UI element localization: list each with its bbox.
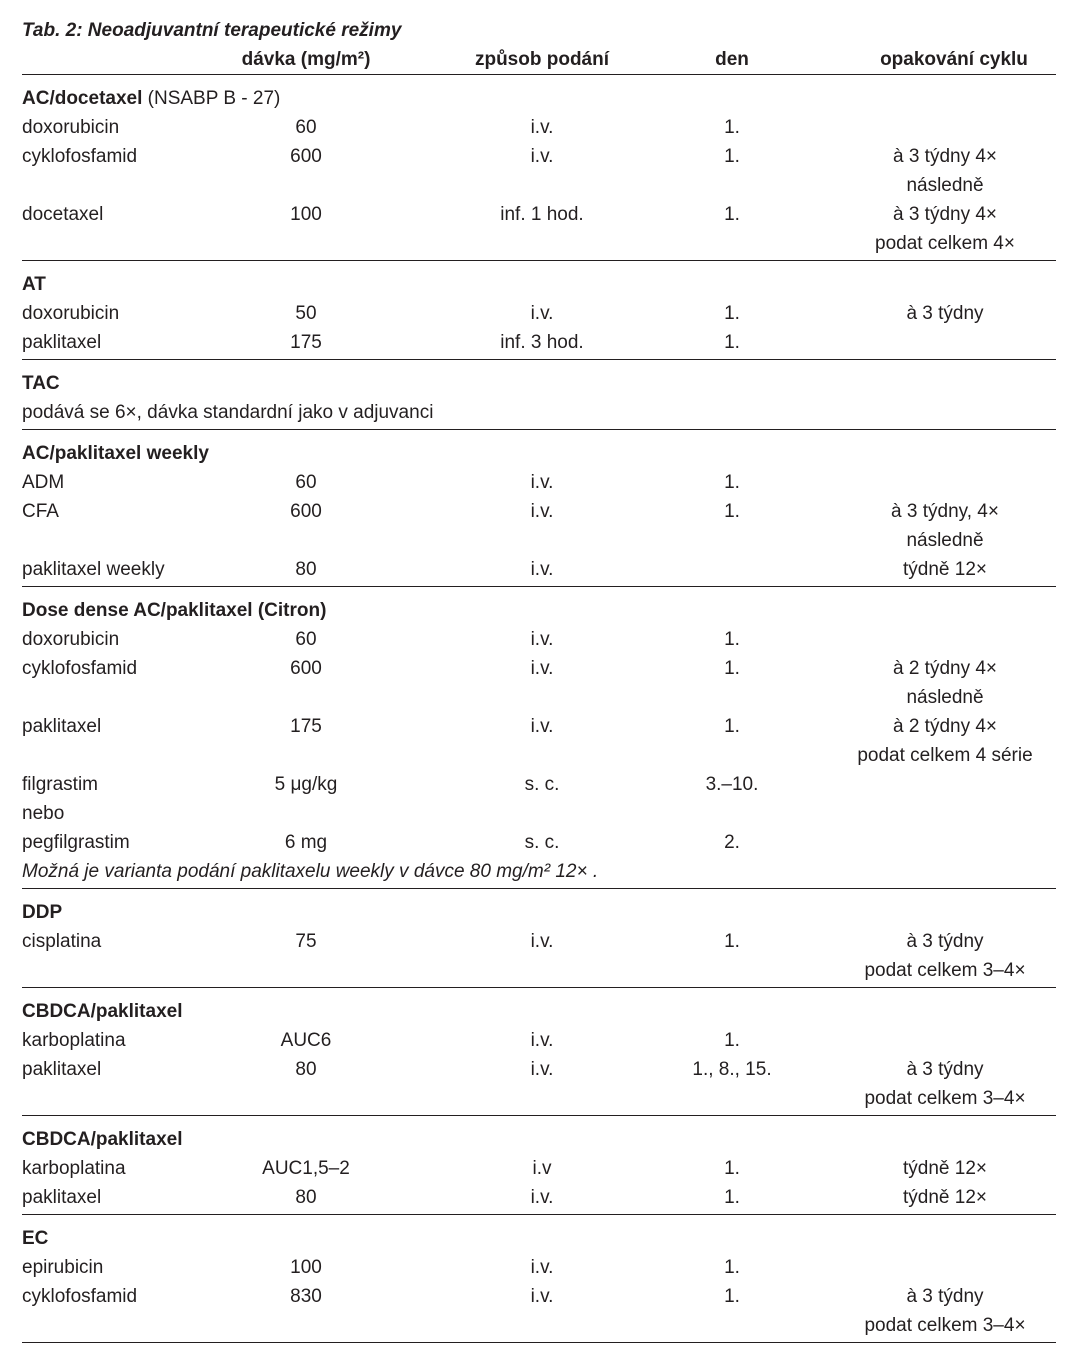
route-cell: i.v. — [530, 1286, 554, 1307]
repeat-cell: týdně 12× — [903, 1187, 987, 1208]
section-title-text: DDP — [22, 902, 63, 923]
table-row — [22, 1183, 1056, 1212]
dose-cell: 50 — [295, 303, 317, 324]
day-cell: 2. — [724, 832, 740, 853]
repeat-cell: à 2 týdny 4× — [892, 716, 998, 737]
dose-cell: 830 — [290, 1286, 322, 1307]
day-cell: 1. — [724, 716, 740, 737]
day-cell: 1. — [724, 931, 740, 952]
table-row — [22, 328, 1056, 357]
repeat-cell: podat celkem 3–4× — [864, 960, 1026, 981]
section-title — [22, 1125, 183, 1154]
section-rule — [22, 429, 1056, 430]
repeat-cell: následně — [906, 687, 984, 708]
day-cell: 1. — [724, 1158, 740, 1179]
route-cell: s. c. — [524, 832, 560, 853]
day-cell: 1. — [724, 1187, 740, 1208]
repeat-cell: podat celkem 4 série — [857, 745, 1033, 766]
section-title-text: CBDCA/paklitaxel — [22, 1001, 183, 1022]
section-title-row — [22, 997, 1056, 1026]
drug-cell: doxorubicin — [22, 117, 120, 138]
dose-cell: AUC6 — [280, 1030, 332, 1051]
drug-cell: nebo — [22, 803, 65, 824]
route-cell: i.v — [532, 1158, 552, 1179]
repeat-cell: à 3 týdny — [906, 931, 984, 952]
table-row — [22, 654, 1056, 683]
table-row — [22, 1311, 1056, 1340]
section-title-row — [22, 369, 1056, 398]
section-title-text: AC/docetaxel — [22, 88, 143, 109]
header-day: den — [715, 49, 749, 70]
table-row — [22, 1055, 1056, 1084]
table-row — [22, 497, 1056, 526]
section-title-row — [22, 270, 1056, 299]
drug-cell: epirubicin — [22, 1257, 104, 1278]
table-row — [22, 1253, 1056, 1282]
drug-cell: doxorubicin — [22, 303, 120, 324]
repeat-cell: à 3 týdny — [906, 303, 984, 324]
section-title-text: EC — [22, 1228, 49, 1249]
drug-cell: cyklofosfamid — [22, 1286, 138, 1307]
table-caption: Tab. 2: Neoadjuvantní terapeutické režimy — [22, 20, 402, 41]
day-cell: 1. — [724, 117, 740, 138]
section-title-text: AT — [22, 274, 46, 295]
day-cell: 1. — [724, 1030, 740, 1051]
section-title — [22, 1224, 48, 1253]
dose-cell: 175 — [290, 716, 322, 737]
dose-cell: 175 — [290, 332, 322, 353]
drug-cell: paklitaxel weekly — [22, 559, 165, 580]
route-cell: i.v. — [530, 1187, 554, 1208]
repeat-cell: à 2 týdny 4× — [892, 658, 998, 679]
dose-cell: 5 μg/kg — [274, 774, 338, 795]
drug-cell: paklitaxel — [22, 332, 102, 353]
section-title-row — [22, 84, 1056, 113]
table-row — [22, 1026, 1056, 1055]
day-cell: 1. — [724, 501, 740, 522]
drug-cell: karboplatina — [22, 1158, 126, 1179]
section-rule — [22, 888, 1056, 889]
table-row — [22, 468, 1056, 497]
section-title-row — [22, 898, 1056, 927]
table-row — [22, 171, 1056, 200]
table-row — [22, 142, 1056, 171]
drug-cell: cyklofosfamid — [22, 658, 138, 679]
repeat-cell: následně — [906, 175, 984, 196]
section-title-row — [22, 1224, 1056, 1253]
dose-cell: AUC1,5–2 — [262, 1158, 350, 1179]
day-cell: 1. — [724, 204, 740, 225]
dose-cell: 600 — [290, 146, 322, 167]
section-title — [22, 369, 60, 398]
drug-cell: paklitaxel — [22, 1187, 102, 1208]
route-cell: i.v. — [530, 501, 554, 522]
section-title-text: CBDCA/paklitaxel — [22, 1129, 183, 1150]
dose-cell: 75 — [295, 931, 317, 952]
table-row — [22, 1282, 1056, 1311]
table-row — [22, 526, 1056, 555]
section-title — [22, 84, 280, 113]
repeat-cell: podat celkem 4× — [875, 233, 1015, 254]
drug-cell: paklitaxel — [22, 1059, 102, 1080]
section-rule — [22, 586, 1056, 587]
section-rule — [22, 1115, 1056, 1116]
table-row — [22, 229, 1056, 258]
drug-cell: docetaxel — [22, 204, 104, 225]
header-dose: dávka (mg/m²) — [241, 49, 371, 70]
table-row — [22, 683, 1056, 712]
table-row — [22, 200, 1056, 229]
day-cell: 1. — [724, 629, 740, 650]
table-row — [22, 741, 1056, 770]
route-cell: i.v. — [530, 472, 554, 493]
table-header — [22, 46, 1056, 73]
drug-cell: cisplatina — [22, 931, 102, 952]
route-cell: i.v. — [530, 1059, 554, 1080]
dose-cell: 100 — [290, 204, 322, 225]
header-rule — [22, 74, 1056, 75]
table-row — [22, 956, 1056, 985]
dose-cell: 6 mg — [284, 832, 328, 853]
dose-cell: 60 — [295, 629, 317, 650]
dose-cell: 600 — [290, 501, 322, 522]
section-title — [22, 439, 209, 468]
section-rule — [22, 260, 1056, 261]
table-row — [22, 927, 1056, 956]
repeat-cell: podat celkem 3–4× — [864, 1315, 1026, 1336]
drug-cell: pegfilgrastim — [22, 832, 130, 853]
dose-cell: 80 — [295, 1059, 317, 1080]
route-cell: i.v. — [530, 931, 554, 952]
section-title-row — [22, 1125, 1056, 1154]
section-rule — [22, 987, 1056, 988]
day-cell: 1. — [724, 332, 740, 353]
route-cell: i.v. — [530, 117, 554, 138]
day-cell: 1. — [724, 1257, 740, 1278]
route-cell: i.v. — [530, 629, 554, 650]
dose-cell: 600 — [290, 658, 322, 679]
drug-cell: CFA — [22, 501, 59, 522]
dose-cell: 60 — [295, 117, 317, 138]
route-cell: i.v. — [530, 1030, 554, 1051]
section-title-text: Dose dense AC/paklitaxel (Citron) — [22, 600, 327, 621]
table-row — [22, 828, 1056, 857]
table-row — [22, 799, 1056, 828]
table-row — [22, 625, 1056, 654]
day-cell: 1. — [724, 658, 740, 679]
section-title-suffix: (NSABP B - 27) — [142, 88, 281, 109]
section-note: podává se 6×, dávka standardní jako v adjuvanci — [22, 402, 434, 423]
day-cell: 1. — [724, 303, 740, 324]
table-row — [22, 113, 1056, 142]
drug-cell: karboplatina — [22, 1030, 126, 1051]
table-row — [22, 712, 1056, 741]
section-note: Možná je varianta podání paklitaxelu weekly v dávce 80 mg/m² 12× . — [22, 861, 599, 882]
table-row — [22, 1084, 1056, 1113]
route-cell: i.v. — [530, 303, 554, 324]
drug-cell: ADM — [22, 472, 65, 493]
route-cell: s. c. — [524, 774, 560, 795]
table-row — [22, 770, 1056, 799]
repeat-cell: následně — [906, 530, 984, 551]
table-row — [22, 857, 1056, 886]
section-title — [22, 270, 46, 299]
repeat-cell: týdně 12× — [903, 559, 987, 580]
dose-cell: 80 — [295, 559, 317, 580]
repeat-cell: à 3 týdny 4× — [892, 204, 998, 225]
repeat-cell: à 3 týdny — [906, 1286, 984, 1307]
dose-cell: 60 — [295, 472, 317, 493]
route-cell: inf. 3 hod. — [500, 332, 584, 353]
day-cell: 1. — [724, 1286, 740, 1307]
route-cell: i.v. — [530, 716, 554, 737]
section-title — [22, 596, 326, 625]
route-cell: inf. 1 hod. — [500, 204, 584, 225]
section-title-text: TAC — [22, 373, 60, 394]
dose-cell: 100 — [290, 1257, 322, 1278]
route-cell: i.v. — [530, 1257, 554, 1278]
section-title-text: AC/paklitaxel weekly — [22, 443, 209, 464]
drug-cell: cyklofosfamid — [22, 146, 138, 167]
route-cell: i.v. — [530, 658, 554, 679]
table-row — [22, 1154, 1056, 1183]
drug-cell: filgrastim — [22, 774, 99, 795]
section-title — [22, 997, 183, 1026]
section-rule — [22, 1342, 1056, 1343]
route-cell: i.v. — [530, 146, 554, 167]
section-title — [22, 898, 62, 927]
repeat-cell: týdně 12× — [903, 1158, 987, 1179]
header-route: způsob podání — [474, 49, 610, 70]
repeat-cell: podat celkem 3–4× — [864, 1088, 1026, 1109]
section-title-row — [22, 439, 1056, 468]
section-title-row — [22, 596, 1056, 625]
table-row — [22, 398, 1056, 427]
day-cell: 3.–10. — [705, 774, 759, 795]
day-cell: 1. — [724, 472, 740, 493]
section-rule — [22, 359, 1056, 360]
header-repeat: opakování cyklu — [880, 49, 1028, 70]
repeat-cell: à 3 týdny, 4× — [891, 501, 999, 522]
day-cell: 1., 8., 15. — [692, 1059, 772, 1080]
dose-cell: 80 — [295, 1187, 317, 1208]
route-cell: i.v. — [530, 559, 554, 580]
repeat-cell: à 3 týdny 4× — [892, 146, 998, 167]
drug-cell: doxorubicin — [22, 629, 120, 650]
section-rule — [22, 1214, 1056, 1215]
table-row — [22, 299, 1056, 328]
drug-cell: paklitaxel — [22, 716, 102, 737]
repeat-cell: à 3 týdny — [906, 1059, 984, 1080]
day-cell: 1. — [724, 146, 740, 167]
table-row — [22, 555, 1056, 584]
